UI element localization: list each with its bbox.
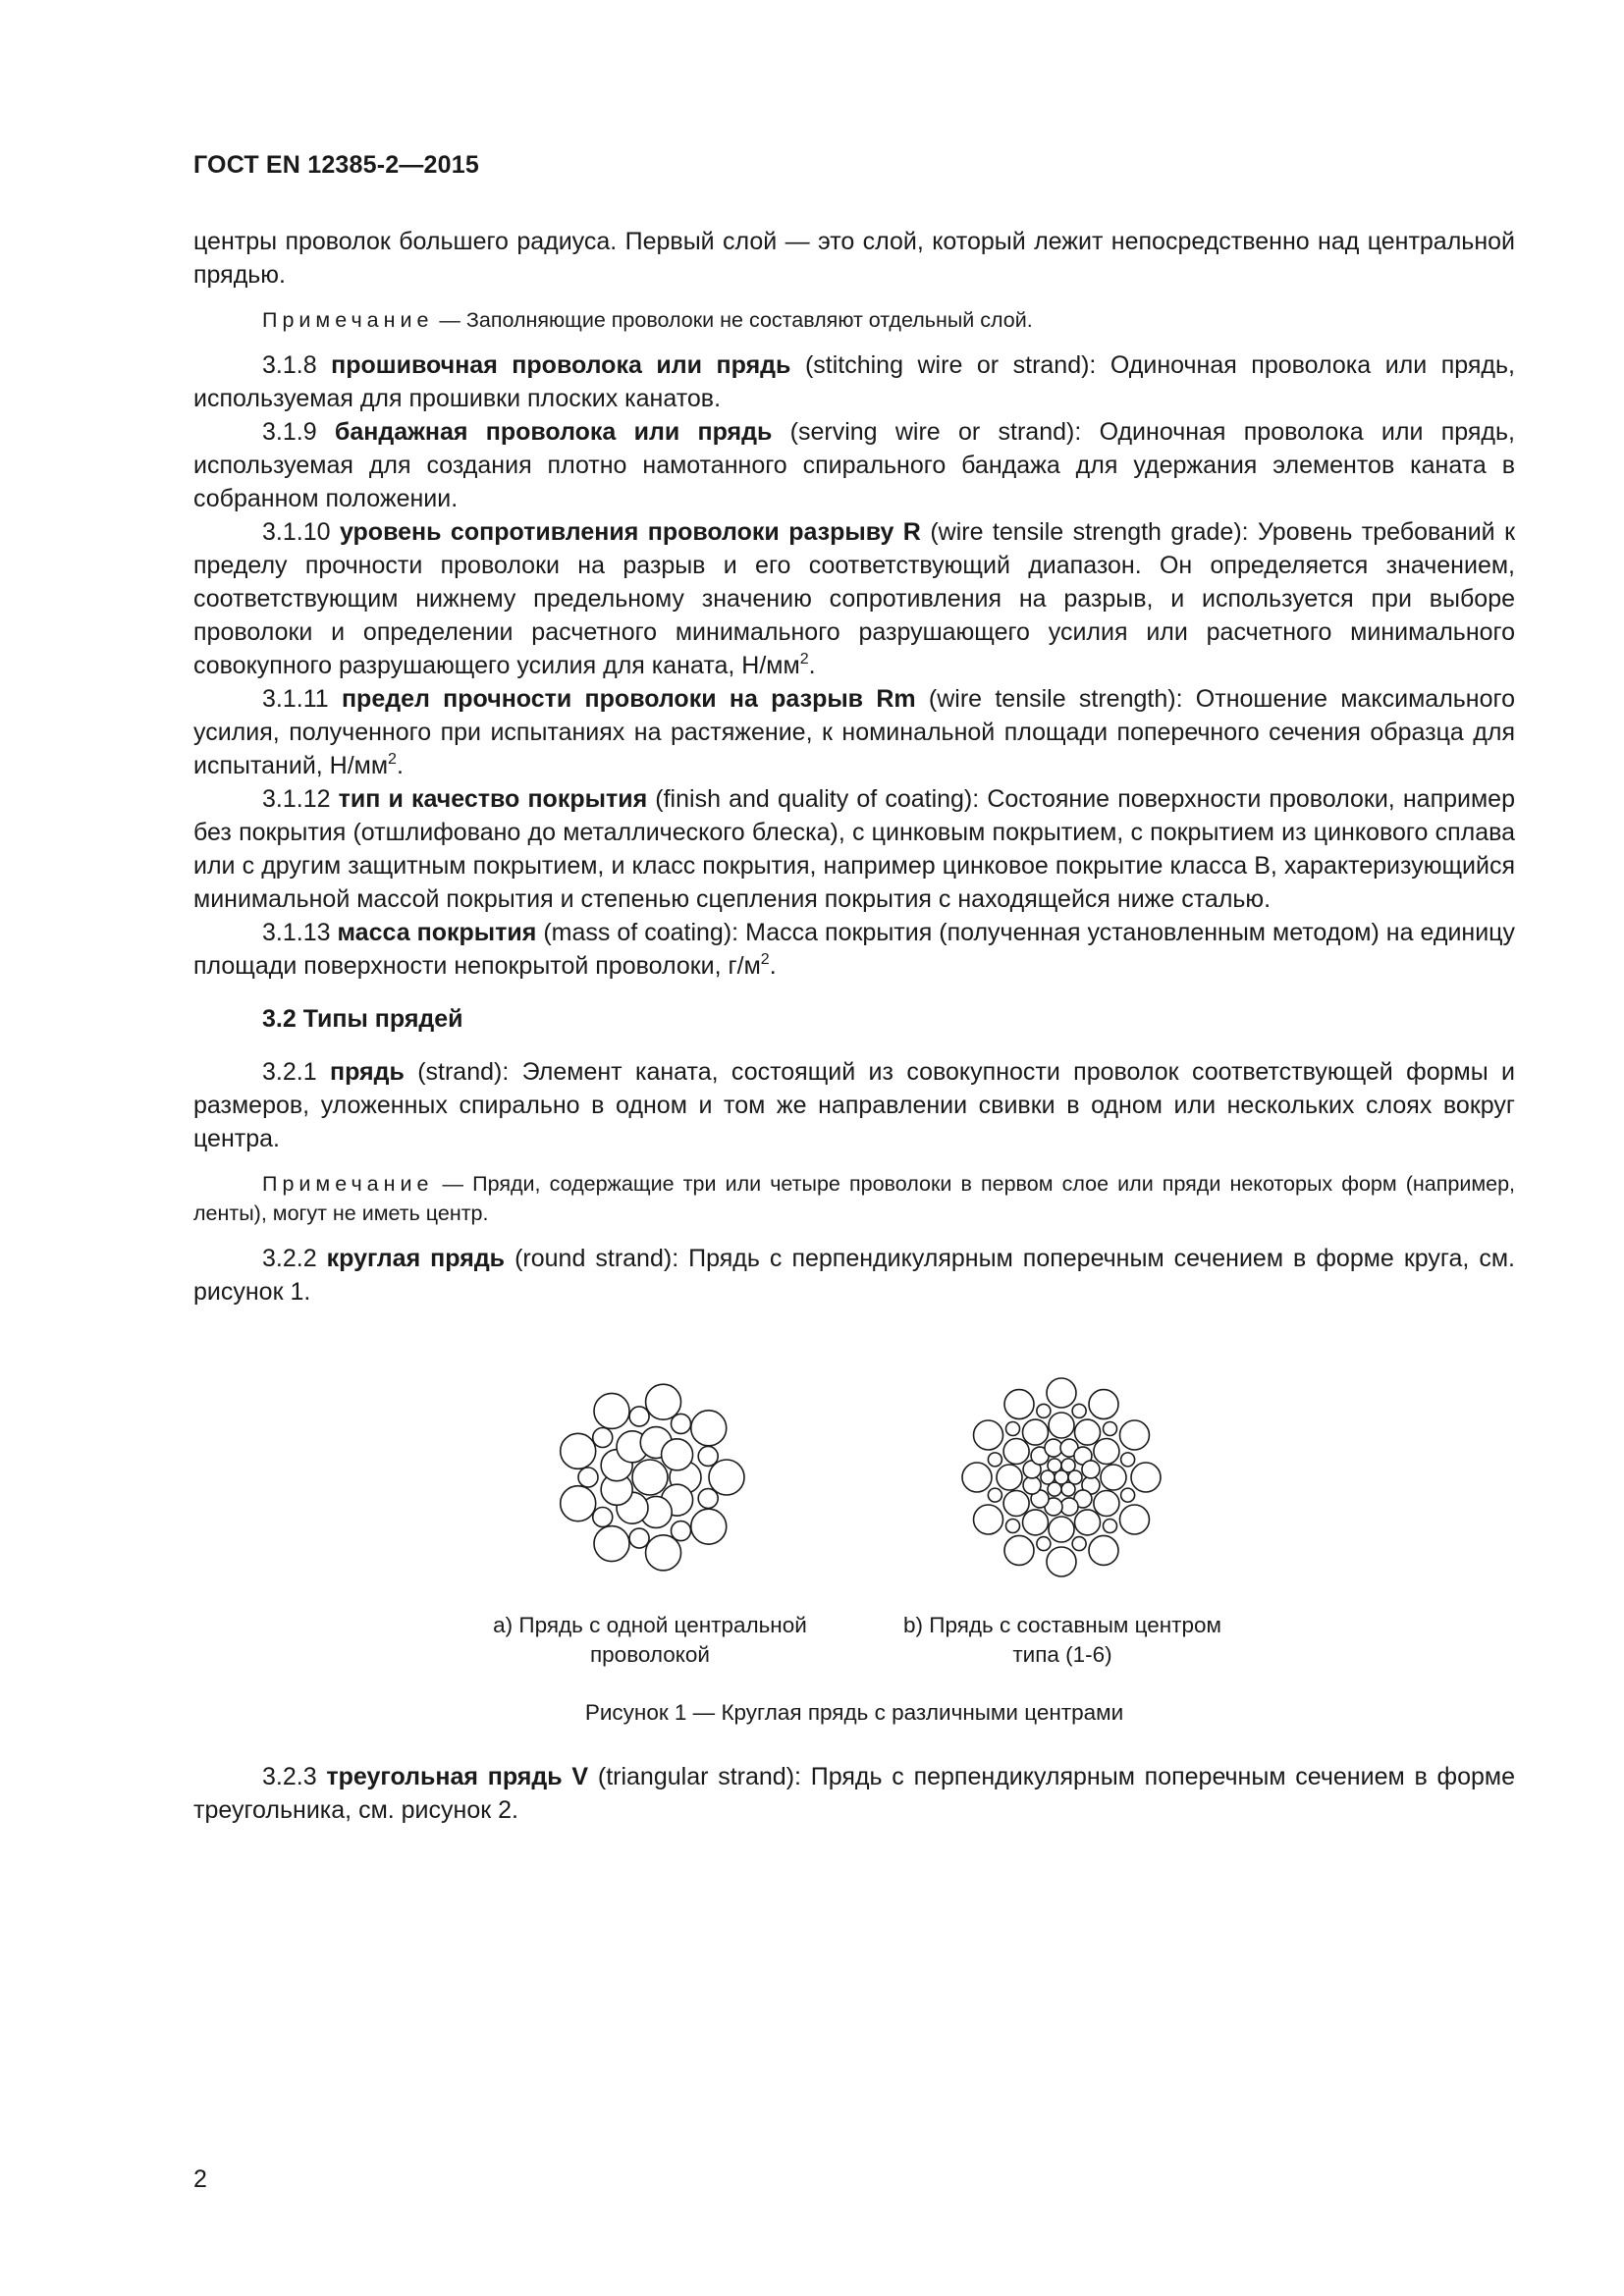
definition-3-1-8: 3.1.8 прошивочная проволока или прядь (stitching wire or strand): Одиночная проволока или прядь, используемая для прошивки плоских канатов.	[193, 351, 1515, 412]
wire-circle	[1101, 1465, 1126, 1490]
term: предел прочности проволоки на разрыв Rm	[341, 685, 916, 713]
wire-circle	[561, 1486, 596, 1522]
strand-single-center-diagram	[542, 1369, 758, 1585]
wire-circle	[997, 1465, 1022, 1490]
wire-circle	[709, 1460, 744, 1495]
wire-circle	[1049, 1413, 1074, 1438]
term: масса покрытия	[337, 919, 537, 946]
wire-circle	[1094, 1491, 1119, 1517]
wire-circle	[632, 1460, 668, 1495]
wire-circle	[1119, 1505, 1149, 1534]
wire-circle	[1121, 1453, 1135, 1467]
note-2: Примечание — Пряди, содержащие три или четыре проволоки в первом слое или пряди некоторых форм (например, ленты), могут не иметь центр.	[193, 1172, 1516, 1225]
text-block-top	[193, 225, 1515, 1308]
wire-circle	[1006, 1520, 1020, 1533]
wire-circle	[988, 1488, 1001, 1502]
wire-circle	[662, 1439, 693, 1470]
wire-circle	[629, 1528, 649, 1548]
term: прядь	[329, 1058, 405, 1086]
wire-circle	[1006, 1422, 1020, 1436]
wire-circle	[578, 1468, 598, 1487]
wire-circle	[646, 1384, 681, 1419]
term: уровень сопротивления проволоки разрыву R	[339, 518, 921, 546]
wire-circle	[1004, 1390, 1034, 1419]
wire-circle	[594, 1393, 629, 1428]
wire-circle	[593, 1428, 613, 1448]
term: треугольная прядь V	[326, 1763, 589, 1790]
wire-circle	[1089, 1535, 1118, 1565]
wire-circle	[1023, 1419, 1049, 1445]
note-1: Примечание — Заполняющие проволоки не составляют отдельный слой.	[262, 308, 1033, 332]
figure-1	[193, 1369, 1515, 1733]
wire-circle	[646, 1535, 681, 1571]
wire-circle	[988, 1453, 1001, 1467]
wire-circle	[593, 1508, 613, 1527]
definition-3-1-12: 3.1.12 тип и качество покрытия (finish and quality of coating): Состояние поверхности проволоки, например без покрытия (отшлифовано до металлического блеска), с цинковым покрытием, с покрытием из цинкового сплава или с другим защитным покрытием, и класс покрытия, например цинковое покрытие класса B, характеризующийся минимальной массой покрытия и степенью сцепления покрытия с находящейся ниже сталью.	[193, 785, 1515, 913]
wire-circle	[1072, 1404, 1086, 1417]
wire-circle	[1047, 1378, 1076, 1408]
wire-circle	[1048, 1459, 1061, 1472]
note-label: Примечание	[262, 308, 434, 332]
wire-circle	[1121, 1488, 1135, 1502]
wire-circle	[1037, 1404, 1051, 1417]
section-title-3-2: 3.2 Типы прядей	[262, 1005, 463, 1033]
wire-circle	[1003, 1439, 1029, 1465]
caption-a: a) Прядь с одной центральной проволокой	[493, 1613, 807, 1667]
wire-circle	[1037, 1537, 1051, 1551]
definition-3-2-3: 3.2.3 треугольная прядь V (triangular strand): Прядь с перпендикулярным поперечным сечением в форме треугольника, см. рисунок 2.	[193, 1763, 1515, 1824]
wire-circle	[594, 1526, 629, 1562]
note-text: Пряди, содержащие три или четыре проволоки в первом слое или пряди некоторых форм (например, ленты), могут не иметь центр.	[193, 1172, 1516, 1225]
term: круглая прядь	[326, 1245, 506, 1272]
page-number: 2	[193, 2165, 207, 2193]
wire-circle	[962, 1463, 992, 1492]
strand-compound-center-diagram	[953, 1369, 1169, 1585]
term: тип и качество покрытия	[338, 785, 648, 813]
definition-3-1-13: 3.1.13 масса покрытия (mass of coating): Масса покрытия (полученная установленным методом) на единицу площади поверхности непокрытой проволоки, $г/м^2$.	[193, 919, 1516, 980]
wire-circle	[1104, 1422, 1117, 1436]
term: прошивочная проволока или прядь	[331, 351, 791, 379]
wire-circle	[1094, 1439, 1119, 1465]
figure-title: Рисунок 1 — Круглая прядь с различными центрами	[584, 1700, 1124, 1725]
wire-circle	[1004, 1535, 1034, 1565]
definition-3-2-1: 3.2.1 прядь (strand): Элемент каната, состоящий из совокупности проволок соответствующей формы и размеров, уложенных спирально в одном и том же направлении свивки в одном или нескольких слоях вокруг центра.	[193, 1058, 1515, 1152]
definition-3-2-2: 3.2.2 круглая прядь (round strand): Прядь с перпендикулярным поперечным сечением в форме круга, см. рисунок 1.	[193, 1245, 1515, 1306]
wire-circle	[974, 1420, 1003, 1450]
wire-circle	[1104, 1520, 1117, 1533]
caption-b: b) Прядь с составным центром типа (1-6)	[903, 1613, 1221, 1667]
definition-3-1-10: 3.1.10 уровень сопротивления проволоки разрыву R (wire tensile strength grade): Уровень требований к пределу прочности проволоки на разрыв и его соответствующий диапазон. Он определяется значением, соответствующим нижнему предельному значению сопротивления на разрыв, и используется при выборе проволоки и определении расчетного минимального разрушающего усилия или расчетного минимального совокупного разрушающего усилия для каната, $Н/мм^2$.	[193, 518, 1516, 679]
wire-circle	[561, 1433, 596, 1468]
wire-circle	[1082, 1461, 1100, 1478]
wire-circle	[1061, 1459, 1075, 1472]
wire-circle	[1131, 1463, 1161, 1492]
paragraph-continuation: центры проволок большего радиуса. Первый слой — это слой, который лежит непосредственно над центральной прядью.	[193, 228, 1515, 289]
wire-circle	[691, 1509, 727, 1544]
wire-circle	[1047, 1547, 1076, 1576]
note-label: Примечание	[262, 1172, 434, 1196]
wire-circle	[1049, 1517, 1074, 1542]
wire-circle	[1023, 1510, 1049, 1535]
note-text: Заполняющие проволоки не составляют отдельный слой.	[465, 308, 1033, 332]
definition-3-1-9: 3.1.9 бандажная проволока или прядь (serving wire or strand): Одиночная проволока или прядь, используемая для создания плотно намотанного спирального бандажа для удержания элементов каната в собранном положении.	[193, 418, 1515, 512]
term: бандажная проволока или прядь	[334, 418, 773, 446]
wire-circle	[1075, 1510, 1101, 1535]
wire-circle	[974, 1505, 1003, 1534]
wire-circle	[1072, 1537, 1086, 1551]
definition-3-1-11: 3.1.11 предел прочности проволоки на разрыв Rm (wire tensile strength): Отношение максимального усилия, полученного при испытаниях на растяжение, к номинальной площади поперечного сечения образца для испытаний, $Н/мм^2$.	[193, 685, 1515, 779]
wire-circle	[1003, 1491, 1029, 1517]
wire-circle	[691, 1411, 727, 1446]
wire-circle	[1075, 1419, 1101, 1445]
wire-circle	[629, 1407, 649, 1426]
wire-circle	[1089, 1390, 1118, 1419]
document-header: ГОСТ EN 12385-2—2015	[193, 151, 479, 179]
text-block-bottom	[193, 1760, 1515, 1827]
wire-circle	[1119, 1420, 1149, 1450]
wire-circle	[1061, 1482, 1075, 1496]
